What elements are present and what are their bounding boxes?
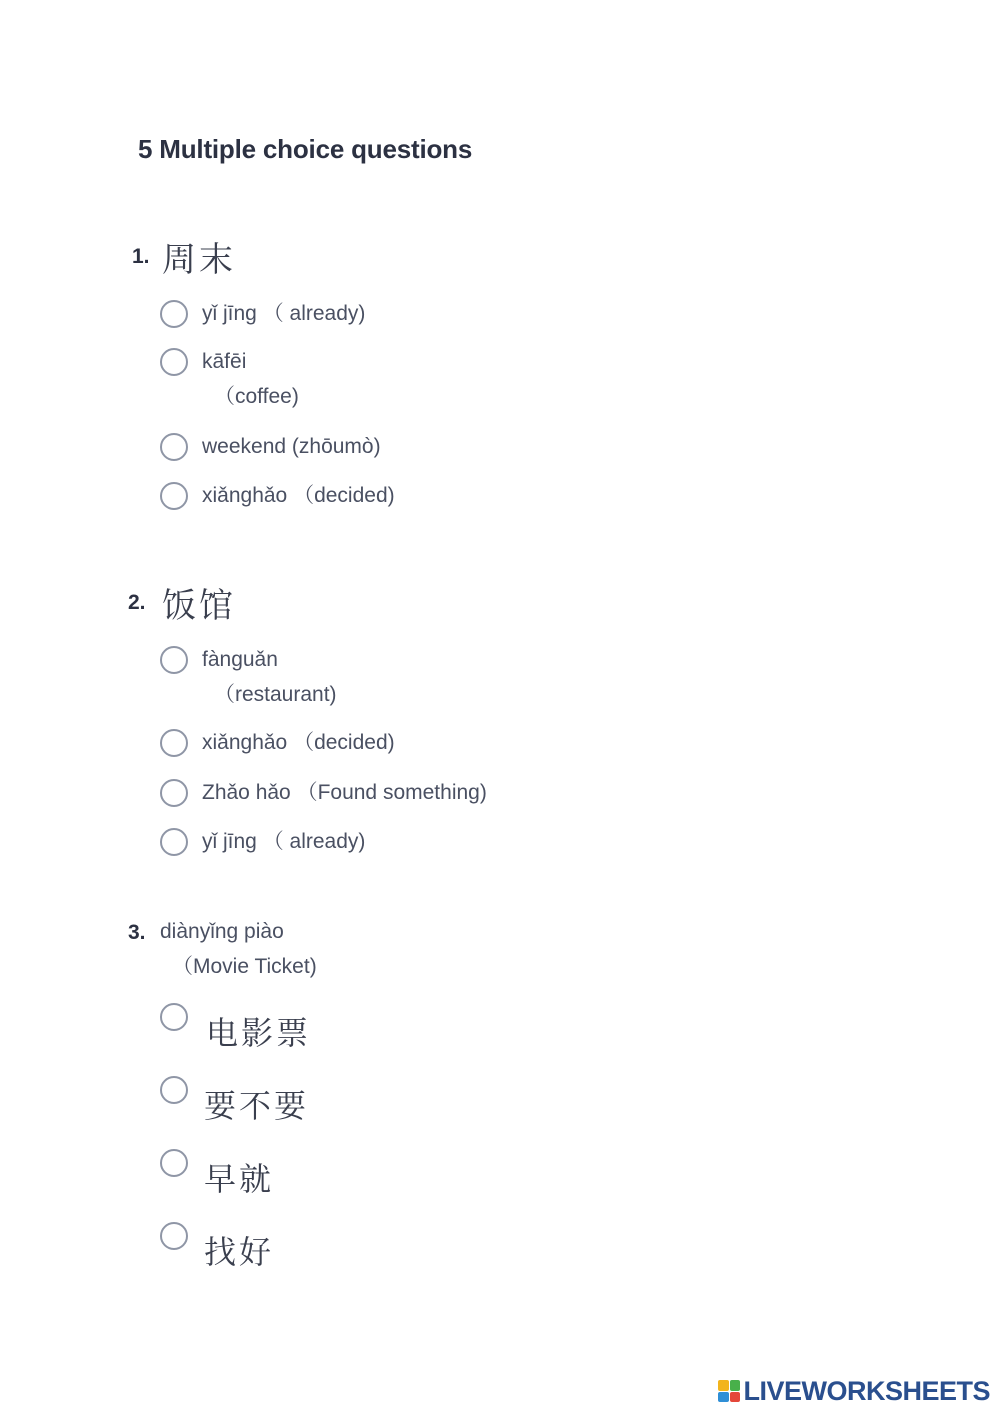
option-text: yǐ jīng （ already) bbox=[202, 302, 366, 325]
radio-button[interactable] bbox=[160, 433, 188, 461]
option-text: kāfēi bbox=[202, 350, 247, 373]
option-text: yǐ jīng （ already) bbox=[202, 830, 366, 853]
option-text: weekend (zhōumò) bbox=[202, 435, 381, 458]
option-text-line2: （restaurant) bbox=[214, 683, 337, 706]
option-label[interactable] bbox=[202, 478, 395, 513]
option-text: fànguǎn bbox=[202, 648, 278, 671]
option-label[interactable] bbox=[202, 296, 365, 331]
radio-button[interactable] bbox=[160, 779, 188, 807]
question-number: 1. bbox=[132, 245, 150, 268]
question-prompt: 周末 bbox=[162, 240, 236, 280]
logo-mark-icon bbox=[718, 1380, 740, 1402]
option-label[interactable] bbox=[202, 824, 365, 859]
option-label[interactable] bbox=[202, 429, 381, 464]
question-number: 3. bbox=[128, 921, 146, 944]
option-text: xiǎnghǎo （decided) bbox=[202, 731, 395, 754]
radio-button[interactable] bbox=[160, 1003, 188, 1031]
page-title: 5 Multiple choice questions bbox=[138, 134, 473, 164]
radio-button[interactable] bbox=[160, 646, 188, 674]
question-prompt-translation: （Movie Ticket) bbox=[172, 955, 317, 978]
question-prompt: diànyǐng piào bbox=[160, 920, 284, 943]
option-label[interactable] bbox=[202, 642, 337, 712]
radio-button[interactable] bbox=[160, 828, 188, 856]
option-text: xiǎnghǎo （decided) bbox=[202, 484, 395, 507]
question-prompt: 饭馆 bbox=[162, 586, 236, 626]
option-label[interactable]: 找好 bbox=[204, 1233, 275, 1271]
logo-text: LIVEWORKSHEETS bbox=[743, 1375, 990, 1406]
radio-button[interactable] bbox=[160, 300, 188, 328]
option-text-line2: （coffee) bbox=[214, 385, 299, 408]
radio-button[interactable] bbox=[160, 729, 188, 757]
radio-button[interactable] bbox=[160, 1149, 188, 1177]
question-number: 2. bbox=[128, 591, 146, 614]
radio-button[interactable] bbox=[160, 1222, 188, 1250]
option-label[interactable] bbox=[202, 725, 395, 760]
option-label[interactable]: 要不要 bbox=[204, 1087, 310, 1125]
radio-button[interactable] bbox=[160, 482, 188, 510]
radio-button[interactable] bbox=[160, 348, 188, 376]
option-text: Zhǎo hǎo （Found something) bbox=[202, 781, 487, 804]
radio-button[interactable] bbox=[160, 1076, 188, 1104]
option-label[interactable]: 电影票 bbox=[206, 1014, 312, 1052]
option-label[interactable] bbox=[202, 344, 299, 414]
liveworksheets-logo bbox=[718, 1375, 990, 1407]
option-label[interactable]: 早就 bbox=[204, 1160, 275, 1198]
option-label[interactable] bbox=[202, 775, 487, 810]
